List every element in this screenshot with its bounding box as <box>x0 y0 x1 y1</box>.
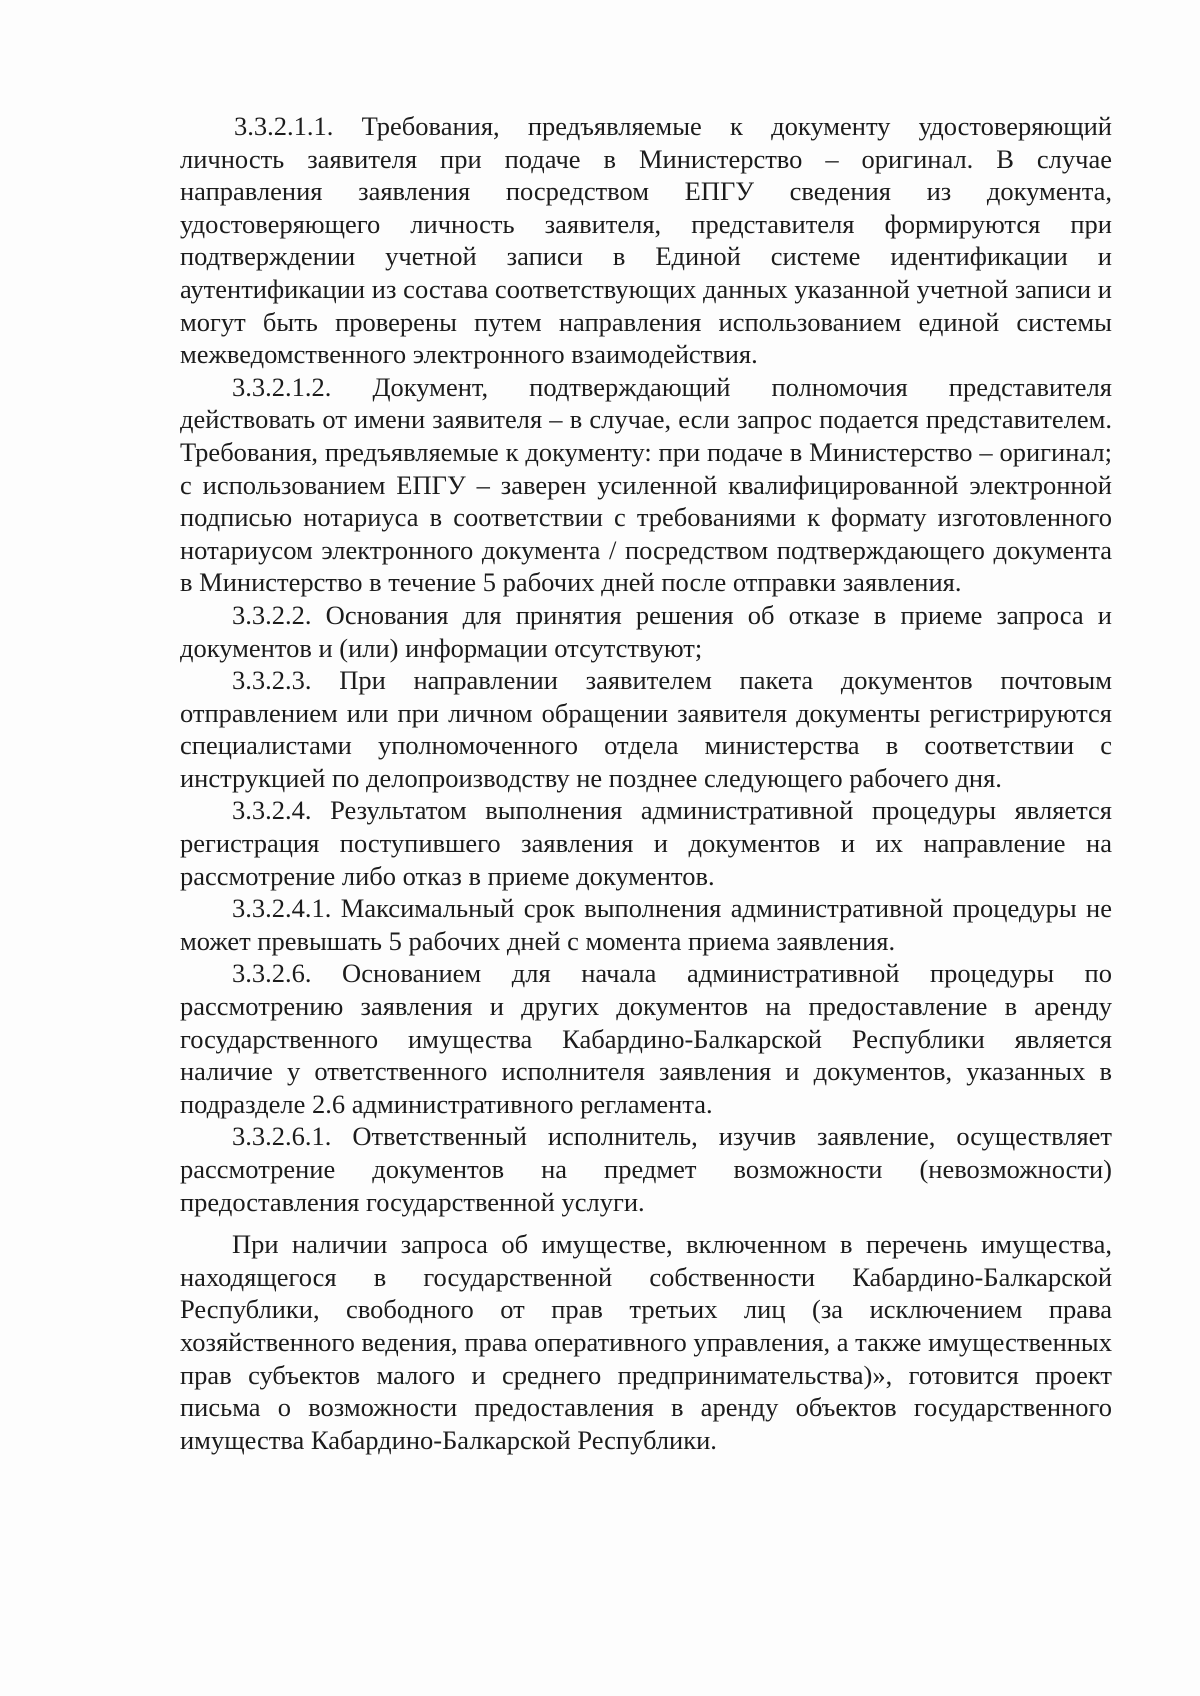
paragraph-3-3-2-6-1: 3.3.2.6.1. Ответственный исполнитель, изучив заявление, осуществляет рассмотрение документов на предмет возможности (невозможности) предоставления государственной услуги. <box>180 1121 1112 1217</box>
paragraph-3-3-2-4-1: 3.3.2.4.1. Максимальный срок выполнения административной процедуры не может превышать 5 рабочих дней с момента приема заявления. <box>180 893 1112 956</box>
paragraph-3-3-2-3: 3.3.2.3. При направлении заявителем пакета документов почтовым отправлением или при личном обращении заявителя документы регистрируются специалистами уполномоченного отдела министерства в соответствии с инструкцией по делопроизводству не позднее следующего рабочего дня. <box>180 665 1112 793</box>
document-body <box>180 110 1112 1456</box>
paragraph-3-3-2-1-1: 3.3.2.1.1. Требования, предъявляемые к документу удостоверяющий личность заявителя при подаче в Министерство – оригинал. В случае направления заявления посредством ЕПГУ сведения из документа, удостоверяющего личность заявителя, представителя формируются при подтверждении учетной записи в Единой системе идентификации и аутентификации из состава соответствующих данных указанной учетной записи и могут быть проверены путем направления использованием единой системы межведомственного электронного взаимодействия. <box>180 111 1112 370</box>
paragraph-3-3-2-1-2: 3.3.2.1.2. Документ, подтверждающий полномочия представителя действовать от имени заявителя – в случае, если запрос подается представителем. Требования, предъявляемые к документу: при подаче в Министерство – оригинал; с использованием ЕПГУ – заверен усиленной квалифицированной электронной подписью нотариуса в соответствии с требованиями к формату изготовленного нотариусом электронного документа / посредством подтверждающего документа в Министерство в течение 5 рабочих дней после отправки заявления. <box>180 371 1112 598</box>
paragraph-3-3-2-4: 3.3.2.4. Результатом выполнения административной процедуры является регистрация поступившего заявления и документов и их направление на рассмотрение либо отказ в приеме документов. <box>180 795 1112 891</box>
paragraph-3-3-2-6: 3.3.2.6. Основанием для начала административной процедуры по рассмотрению заявления и других документов на предоставление в аренду государственного имущества Кабардино-Балкарской Республики является наличие у ответственного исполнителя заявления и документов, указанных в подразделе 2.6 административного регламента. <box>180 958 1112 1119</box>
paragraph-property-request: При наличии запроса об имуществе, включенном в перечень имущества, находящегося в государственной собственности Кабардино-Балкарской Республики, свободного от прав третьих лиц (за исключением права хозяйственного ведения, права оперативного управления, а также имущественных прав субъектов малого и среднего предпринимательства)», готовится проект письма о возможности предоставления в аренду объектов государственного имущества Кабардино-Балкарской Республики. <box>180 1229 1112 1455</box>
paragraph-3-3-2-2: 3.3.2.2. Основания для принятия решения об отказе в приеме запроса и документов и (или) информации отсутствуют; <box>180 599 1112 663</box>
